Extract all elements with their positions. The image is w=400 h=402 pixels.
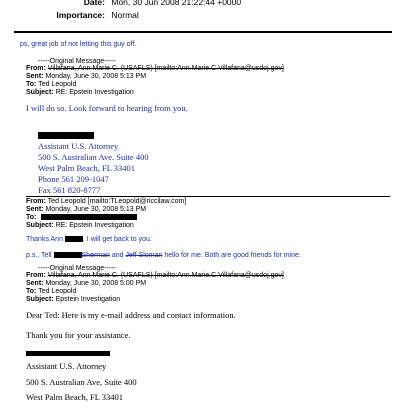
ps-post: hello for me. Both are good friends for mine. bbox=[164, 252, 301, 259]
original-message-divider-2: -----Original Message----- bbox=[38, 265, 116, 272]
quoted2-to-row bbox=[26, 214, 137, 221]
sig3-address2: West Palm Beach, FL 33401 bbox=[26, 392, 123, 402]
subject-label: Subject: bbox=[26, 296, 54, 303]
importance-value: Normal bbox=[111, 10, 139, 20]
importance-label: Importance: bbox=[56, 10, 105, 20]
to-value: Ted Leopold bbox=[38, 81, 77, 88]
quoted1-to-row bbox=[26, 81, 76, 88]
quoted1-subject-row bbox=[26, 89, 134, 96]
quoted2-divider bbox=[26, 196, 390, 197]
date-value: Mon, 30 Jun 2008 21:22:44 +0000 bbox=[111, 0, 242, 7]
signature-name-redaction-2 bbox=[26, 351, 110, 356]
quoted2-subject-row bbox=[26, 222, 134, 229]
quoted2-from-row bbox=[26, 198, 186, 205]
subject-label: Subject: bbox=[26, 222, 54, 229]
sent-value: Monday, June 30, 2008 5:13 PM bbox=[45, 73, 147, 80]
thanks-post: . I will get back to you. bbox=[82, 236, 152, 243]
thanks-pre: Thanks Ann bbox=[26, 236, 63, 243]
sent-label: Sent: bbox=[26, 73, 44, 80]
ps-pre: p.s., Tell bbox=[26, 252, 52, 259]
subject-value: RE: Epstein Investigation bbox=[55, 222, 134, 229]
body-note: ps, great job of not letting this guy off. bbox=[20, 41, 137, 48]
thanks-line bbox=[26, 236, 152, 243]
thanks-redaction bbox=[65, 236, 83, 242]
from-label: From: bbox=[26, 198, 46, 205]
quoted3-to-row bbox=[26, 288, 76, 295]
to-label: To: bbox=[26, 288, 37, 295]
to-value: Ted Leopold bbox=[38, 288, 77, 295]
quoted1-sent-row bbox=[26, 73, 146, 80]
thanks-assist: Thank you for your assistance. bbox=[26, 330, 131, 340]
ps-strike: Sherman bbox=[81, 252, 110, 259]
sent-label: Sent: bbox=[26, 280, 44, 287]
to-redaction bbox=[41, 214, 137, 220]
sent-label: Sent: bbox=[26, 206, 44, 213]
sig-phone: Phone 561 209-1047 bbox=[38, 174, 109, 184]
from-label: From: bbox=[26, 272, 46, 279]
quoted2-sent-row bbox=[26, 206, 146, 213]
sig-address2: West Palm Beach, FL 33401 bbox=[38, 163, 135, 173]
date-label: Date: bbox=[83, 0, 105, 7]
date-row bbox=[45, 0, 241, 7]
to-label: To: bbox=[26, 214, 37, 221]
original-message-divider: -----Original Message----- bbox=[38, 58, 116, 65]
header-divider bbox=[14, 31, 392, 33]
subject-value: Epstein Investigation bbox=[55, 296, 121, 303]
greeting: Dear Ted: Here is my e-mail address and contact information. bbox=[26, 310, 236, 320]
from-value: Villafana, Ann Marie C. (USAFLS) [mailto:Ann.Marie.C.Villafana@usdoj.gov] bbox=[47, 272, 284, 279]
subject-value: RE: Epstein Investigation bbox=[55, 89, 134, 96]
quoted1-from-row bbox=[26, 65, 284, 72]
sig3-address1: 500 S. Australian Ave, Suite 400 bbox=[26, 377, 137, 387]
ps-name: Jeff Sloman bbox=[125, 252, 163, 259]
sig-address1: 500 S. Australian Ave. Suite 400 bbox=[38, 152, 149, 162]
quoted3-from-row bbox=[26, 272, 284, 279]
ps-redaction bbox=[54, 252, 82, 258]
ps-and: and bbox=[111, 252, 124, 259]
quoted3-sent-row bbox=[26, 280, 146, 287]
from-label: From: bbox=[26, 65, 46, 72]
to-label: To: bbox=[26, 81, 37, 88]
subject-label: Subject: bbox=[26, 89, 54, 96]
quoted3-subject-row bbox=[26, 296, 120, 303]
sig-title: Assistant U.S. Attorney bbox=[38, 141, 119, 151]
sig3-title: Assistant U.S. Attorney bbox=[26, 361, 107, 371]
sig-fax: Fax 561 820-8777 bbox=[38, 185, 101, 195]
from-value: Villafana, Ann Marie C. (USAFLS) [mailto:Ann.Marie.C.Villafana@usdoj.gov] bbox=[47, 65, 284, 72]
sent-value: Monday, June 30, 2008 5:00 PM bbox=[45, 280, 147, 287]
from-value: Ted Leopold [mailto:TLeopold@riccilaw.com] bbox=[47, 198, 187, 205]
quoted1-message: I will do so. Look forward to hearing from you. bbox=[26, 103, 188, 113]
ps-line bbox=[26, 252, 301, 259]
signature-name-redaction bbox=[38, 132, 94, 139]
sent-value: Monday, June 30, 2008 5:13 PM bbox=[45, 206, 147, 213]
importance-row bbox=[45, 10, 139, 20]
